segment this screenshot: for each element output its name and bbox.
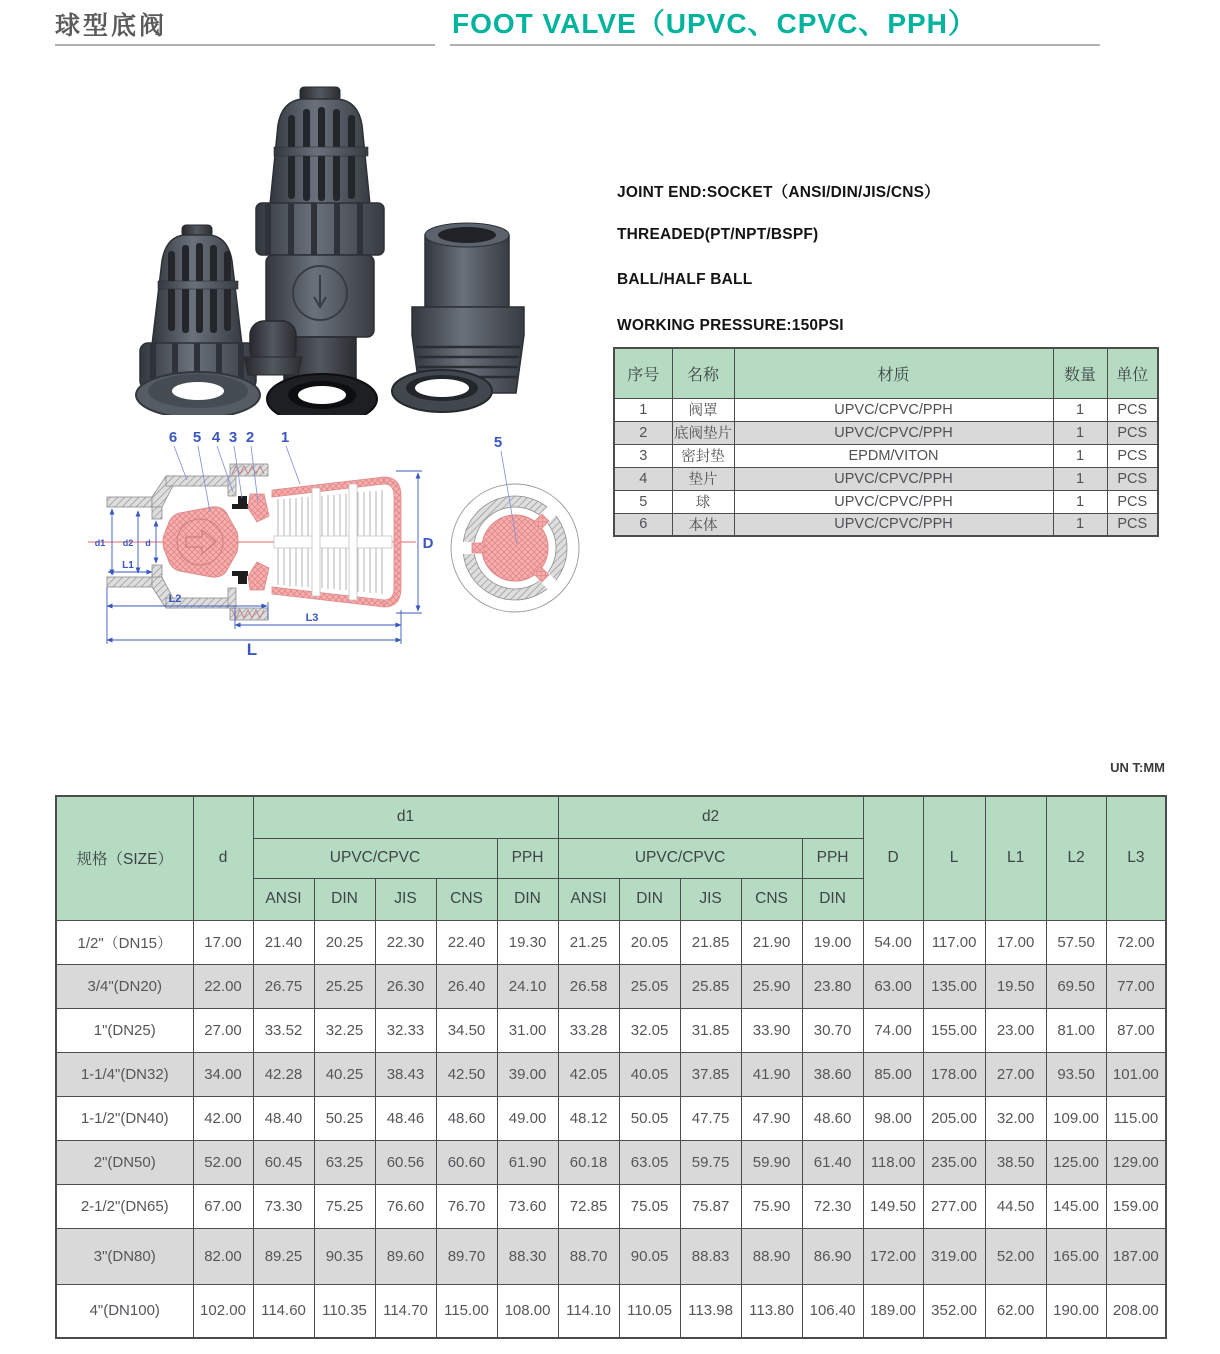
dim-header-pph-d1: PPH (497, 838, 558, 878)
dim-l3: L3 (305, 612, 319, 624)
page-title-chinese: 球型底阀 (55, 12, 168, 40)
dim-value-cell: 159.00 (1106, 1184, 1166, 1228)
dim-value-cell: 57.50 (1046, 920, 1106, 964)
dim-value-cell: 190.00 (1046, 1284, 1106, 1338)
dim-value-cell: 125.00 (1046, 1140, 1106, 1184)
dim-value-cell: 63.25 (314, 1140, 375, 1184)
dim-value-cell: 31.85 (680, 1008, 741, 1052)
dim-header-L: L (923, 796, 985, 920)
parts-table-cell: 阀罩 (672, 398, 734, 421)
dim-std-jis-d1: JIS (375, 878, 436, 920)
dim-value-cell: 33.52 (253, 1008, 314, 1052)
dim-value-cell: 59.90 (741, 1140, 802, 1184)
dim-header-size: 规格（SIZE） (56, 796, 193, 920)
dim-value-cell: 75.87 (680, 1184, 741, 1228)
size-cell: 1"(DN25) (56, 1008, 193, 1052)
parts-table-cell: 1 (1053, 444, 1107, 467)
dimension-table-row (56, 964, 1166, 1008)
parts-header-no: 序号 (614, 348, 672, 398)
parts-table-cell: 1 (614, 398, 672, 421)
dim-value-cell: 86.90 (802, 1228, 863, 1284)
dim-value-cell: 48.12 (558, 1096, 619, 1140)
dim-value-cell: 37.85 (680, 1052, 741, 1096)
dim-value-cell: 76.60 (375, 1184, 436, 1228)
dim-value-cell: 42.28 (253, 1052, 314, 1096)
dim-value-cell: 89.60 (375, 1228, 436, 1284)
parts-table-cell: 6 (614, 513, 672, 536)
parts-table-cell: EPDM/VITON (734, 444, 1053, 467)
dim-value-cell: 115.00 (1106, 1096, 1166, 1140)
dim-value-cell: 59.75 (680, 1140, 741, 1184)
dim-header-upvc-d2: UPVC/CPVC (558, 838, 802, 878)
part-label-5: 5 (192, 429, 202, 446)
dim-value-cell: 48.40 (253, 1096, 314, 1140)
dim-value-cell: 135.00 (923, 964, 985, 1008)
parts-header-row (614, 348, 1158, 398)
dim-value-cell: 20.05 (619, 920, 680, 964)
dim-value-cell: 172.00 (863, 1228, 923, 1284)
part-label-1: 1 (280, 429, 290, 446)
dim-header-upvc-d1: UPVC/CPVC (253, 838, 497, 878)
dim-l: L (246, 640, 258, 659)
dim-value-cell: 90.35 (314, 1228, 375, 1284)
parts-table-cell: PCS (1107, 398, 1158, 421)
size-cell: 3"(DN80) (56, 1228, 193, 1284)
dim-std-pphdin-d2: DIN (802, 878, 863, 920)
dim-std-din-d1: DIN (314, 878, 375, 920)
part-label-4: 4 (211, 429, 221, 446)
parts-table-cell: 5 (614, 490, 672, 513)
end-view (451, 434, 579, 612)
dim-value-cell: 40.05 (619, 1052, 680, 1096)
dim-value-cell: 44.50 (985, 1184, 1046, 1228)
dim-value-cell: 145.00 (1046, 1184, 1106, 1228)
dim-value-cell: 60.56 (375, 1140, 436, 1184)
dim-value-cell: 113.80 (741, 1284, 802, 1338)
parts-table-cell: 1 (1053, 513, 1107, 536)
dim-value-cell: 90.05 (619, 1228, 680, 1284)
dim-value-cell: 178.00 (923, 1052, 985, 1096)
dim-value-cell: 73.30 (253, 1184, 314, 1228)
dim-value-cell: 34.50 (436, 1008, 497, 1052)
size-cell: 2-1/2"(DN65) (56, 1184, 193, 1228)
dim-value-cell: 69.50 (1046, 964, 1106, 1008)
dim-value-cell: 75.90 (741, 1184, 802, 1228)
dimension-table-body (56, 920, 1166, 1338)
parts-table-cell: 3 (614, 444, 672, 467)
dim-value-cell: 26.58 (558, 964, 619, 1008)
parts-table-row (614, 513, 1158, 536)
dim-value-cell: 41.90 (741, 1052, 802, 1096)
dim-value-cell: 93.50 (1046, 1052, 1106, 1096)
dim-value-cell: 352.00 (923, 1284, 985, 1338)
parts-table-cell: 密封垫 (672, 444, 734, 467)
dim-value-cell: 47.75 (680, 1096, 741, 1140)
dim-value-cell: 47.90 (741, 1096, 802, 1140)
dim-value-cell: 26.30 (375, 964, 436, 1008)
part-label-3: 3 (228, 429, 238, 446)
dim-value-cell: 42.50 (436, 1052, 497, 1096)
dim-value-cell: 38.60 (802, 1052, 863, 1096)
dim-value-cell: 30.70 (802, 1008, 863, 1052)
dimension-table-row (56, 1184, 1166, 1228)
dim-value-cell: 27.00 (193, 1008, 253, 1052)
dimension-table-row (56, 1228, 1166, 1284)
dim-value-cell: 60.18 (558, 1140, 619, 1184)
dim-value-cell: 42.00 (193, 1096, 253, 1140)
dim-value-cell: 60.45 (253, 1140, 314, 1184)
dim-std-cns-d2: CNS (741, 878, 802, 920)
parts-table-cell: PCS (1107, 490, 1158, 513)
dim-std-ansi-d1: ANSI (253, 878, 314, 920)
strainer-section (272, 477, 401, 607)
parts-header-unit: 单位 (1107, 348, 1158, 398)
ball-section (163, 507, 238, 577)
dim-value-cell: 19.00 (802, 920, 863, 964)
dimension-table-row (56, 920, 1166, 964)
header-divider-left (55, 44, 435, 46)
spec-ball: BALL/HALF BALL (617, 271, 753, 288)
part-label-2: 2 (245, 429, 255, 446)
dim-value-cell: 32.00 (985, 1096, 1046, 1140)
dim-value-cell: 42.05 (558, 1052, 619, 1096)
parts-header-name: 名称 (672, 348, 734, 398)
dim-value-cell: 113.98 (680, 1284, 741, 1338)
parts-table-cell: UPVC/CPVC/PPH (734, 513, 1053, 536)
dim-value-cell: 23.80 (802, 964, 863, 1008)
dim-value-cell: 23.00 (985, 1008, 1046, 1052)
parts-table-cell: UPVC/CPVC/PPH (734, 398, 1053, 421)
dim-value-cell: 32.05 (619, 1008, 680, 1052)
dim-value-cell: 19.50 (985, 964, 1046, 1008)
part-label-6: 6 (168, 429, 178, 446)
dimension-table-row (56, 1284, 1166, 1338)
dim-value-cell: 61.90 (497, 1140, 558, 1184)
dim-value-cell: 189.00 (863, 1284, 923, 1338)
dimension-table-row (56, 1052, 1166, 1096)
dimension-table-row (56, 1008, 1166, 1052)
dim-value-cell: 110.05 (619, 1284, 680, 1338)
parts-table-cell: PCS (1107, 421, 1158, 444)
dim-value-cell: 32.33 (375, 1008, 436, 1052)
dim-value-cell: 52.00 (193, 1140, 253, 1184)
dim-d2: d2 (122, 538, 134, 548)
parts-table-cell: 1 (1053, 421, 1107, 444)
size-cell: 3/4"(DN20) (56, 964, 193, 1008)
dim-header-L3: L3 (1106, 796, 1166, 920)
dim-value-cell: 73.60 (497, 1184, 558, 1228)
spec-threaded: THREADED(PT/NPT/BSPF) (617, 226, 819, 243)
dim-value-cell: 67.00 (193, 1184, 253, 1228)
dim-value-cell: 319.00 (923, 1228, 985, 1284)
parts-table-cell: 1 (1053, 398, 1107, 421)
dimension-table-row (56, 1140, 1166, 1184)
dim-value-cell: 74.00 (863, 1008, 923, 1052)
dim-std-pphdin-d1: DIN (497, 878, 558, 920)
dim-value-cell: 110.35 (314, 1284, 375, 1338)
dim-value-cell: 17.00 (985, 920, 1046, 964)
dim-value-cell: 21.25 (558, 920, 619, 964)
dim-value-cell: 27.00 (985, 1052, 1046, 1096)
parts-table-cell: PCS (1107, 444, 1158, 467)
dim-std-jis-d2: JIS (680, 878, 741, 920)
dim-value-cell: 76.70 (436, 1184, 497, 1228)
parts-table-cell: UPVC/CPVC/PPH (734, 421, 1053, 444)
dim-value-cell: 72.85 (558, 1184, 619, 1228)
dim-header-pph-d2: PPH (802, 838, 863, 878)
parts-table-cell: PCS (1107, 467, 1158, 490)
parts-table (613, 347, 1159, 537)
dim-value-cell: 19.30 (497, 920, 558, 964)
dim-value-cell: 149.50 (863, 1184, 923, 1228)
dim-value-cell: 235.00 (923, 1140, 985, 1184)
dim-value-cell: 48.46 (375, 1096, 436, 1140)
dimension-table (55, 795, 1167, 1339)
dim-value-cell: 101.00 (1106, 1052, 1166, 1096)
dim-header-d1-group: d1 (253, 796, 558, 838)
dim-value-cell: 108.00 (497, 1284, 558, 1338)
dim-value-cell: 48.60 (802, 1096, 863, 1140)
dim-header-L1: L1 (985, 796, 1046, 920)
dim-value-cell: 114.60 (253, 1284, 314, 1338)
dim-value-cell: 61.40 (802, 1140, 863, 1184)
dim-value-cell: 39.00 (497, 1052, 558, 1096)
dim-value-cell: 25.85 (680, 964, 741, 1008)
dim-std-cns-d1: CNS (436, 878, 497, 920)
dim-l1: L1 (122, 560, 134, 571)
dim-value-cell: 22.40 (436, 920, 497, 964)
spec-joint-end: JOINT END:SOCKET（ANSI/DIN/JIS/CNS） (617, 184, 940, 201)
dim-value-cell: 26.40 (436, 964, 497, 1008)
dim-std-din-d2: DIN (619, 878, 680, 920)
parts-table-row (614, 490, 1158, 513)
dim-l2: L2 (168, 593, 182, 605)
dim-d: d (145, 538, 151, 548)
dim-value-cell: 49.00 (497, 1096, 558, 1140)
parts-table-cell: 2 (614, 421, 672, 444)
parts-table-body (614, 398, 1158, 536)
parts-table-cell: 本体 (672, 513, 734, 536)
dim-value-cell: 208.00 (1106, 1284, 1166, 1338)
parts-table-cell: 球 (672, 490, 734, 513)
dim-value-cell: 187.00 (1106, 1228, 1166, 1284)
technical-drawing (60, 420, 600, 660)
dim-value-cell: 88.83 (680, 1228, 741, 1284)
dim-value-cell: 25.90 (741, 964, 802, 1008)
parts-header-material: 材质 (734, 348, 1053, 398)
parts-table-row (614, 421, 1158, 444)
dim-value-cell: 34.00 (193, 1052, 253, 1096)
dim-value-cell: 38.43 (375, 1052, 436, 1096)
dim-value-cell: 72.30 (802, 1184, 863, 1228)
product-photo (60, 85, 580, 415)
part-number-labels (169, 429, 289, 446)
size-cell: 2"(DN50) (56, 1140, 193, 1184)
dim-value-cell: 155.00 (923, 1008, 985, 1052)
parts-table-cell: UPVC/CPVC/PPH (734, 490, 1053, 513)
spec-working-pressure: WORKING PRESSURE:150PSI (617, 317, 844, 334)
parts-table-cell: PCS (1107, 513, 1158, 536)
dim-value-cell: 87.00 (1106, 1008, 1166, 1052)
dimension-table-row (56, 1096, 1166, 1140)
dim-value-cell: 114.70 (375, 1284, 436, 1338)
dim-value-cell: 32.25 (314, 1008, 375, 1052)
size-cell: 1-1/2"(DN40) (56, 1096, 193, 1140)
dim-d1: d1 (94, 538, 106, 548)
dim-value-cell: 72.00 (1106, 920, 1166, 964)
dim-value-cell: 75.25 (314, 1184, 375, 1228)
dim-value-cell: 50.25 (314, 1096, 375, 1140)
dim-value-cell: 31.00 (497, 1008, 558, 1052)
size-cell: 4"(DN100) (56, 1284, 193, 1338)
dim-value-cell: 114.10 (558, 1284, 619, 1338)
dim-header-D: D (863, 796, 923, 920)
dim-header-L2: L2 (1046, 796, 1106, 920)
dim-value-cell: 277.00 (923, 1184, 985, 1228)
dim-value-cell: 75.05 (619, 1184, 680, 1228)
dim-value-cell: 106.40 (802, 1284, 863, 1338)
dim-value-cell: 21.85 (680, 920, 741, 964)
dim-value-cell: 85.00 (863, 1052, 923, 1096)
dim-value-cell: 33.90 (741, 1008, 802, 1052)
dim-value-cell: 26.75 (253, 964, 314, 1008)
dim-header-d2-group: d2 (558, 796, 863, 838)
dim-value-cell: 60.60 (436, 1140, 497, 1184)
dim-value-cell: 62.00 (985, 1284, 1046, 1338)
dim-value-cell: 102.00 (193, 1284, 253, 1338)
dim-value-cell: 109.00 (1046, 1096, 1106, 1140)
dim-value-cell: 205.00 (923, 1096, 985, 1140)
dim-value-cell: 98.00 (863, 1096, 923, 1140)
parts-table-row (614, 467, 1158, 490)
photo-cap (244, 321, 302, 375)
dim-value-cell: 81.00 (1046, 1008, 1106, 1052)
unit-note: UN T:MM (1110, 760, 1165, 775)
header-divider-right (450, 44, 1100, 46)
dim-value-cell: 117.00 (923, 920, 985, 964)
dim-value-cell: 77.00 (1106, 964, 1166, 1008)
dim-value-cell: 129.00 (1106, 1140, 1166, 1184)
dim-header-row-1 (56, 796, 1166, 838)
photo-small-strainer (140, 225, 256, 389)
dim-value-cell: 20.25 (314, 920, 375, 964)
dim-value-cell: 17.00 (193, 920, 253, 964)
dim-value-cell: 38.50 (985, 1140, 1046, 1184)
parts-table-cell: UPVC/CPVC/PPH (734, 467, 1053, 490)
dim-value-cell: 21.40 (253, 920, 314, 964)
dim-value-cell: 82.00 (193, 1228, 253, 1284)
dim-value-cell: 63.00 (863, 964, 923, 1008)
dim-value-cell: 165.00 (1046, 1228, 1106, 1284)
dim-value-cell: 88.30 (497, 1228, 558, 1284)
dim-value-cell: 25.05 (619, 964, 680, 1008)
dim-big-d: D (422, 535, 434, 552)
dim-header-d: d (193, 796, 253, 920)
size-cell: 1-1/4"(DN32) (56, 1052, 193, 1096)
dim-value-cell: 63.05 (619, 1140, 680, 1184)
dim-value-cell: 50.05 (619, 1096, 680, 1140)
dim-value-cell: 89.25 (253, 1228, 314, 1284)
parts-table-cell: 4 (614, 467, 672, 490)
dim-value-cell: 48.60 (436, 1096, 497, 1140)
parts-table-cell: 底阀垫片 (672, 421, 734, 444)
parts-table-cell: 垫片 (672, 467, 734, 490)
dim-value-cell: 22.30 (375, 920, 436, 964)
dim-value-cell: 52.00 (985, 1228, 1046, 1284)
dim-value-cell: 21.90 (741, 920, 802, 964)
dim-value-cell: 115.00 (436, 1284, 497, 1338)
parts-table-cell: 1 (1053, 467, 1107, 490)
dim-value-cell: 89.70 (436, 1228, 497, 1284)
photo-socket-adapter (412, 223, 524, 393)
dim-value-cell: 24.10 (497, 964, 558, 1008)
dim-value-cell: 88.90 (741, 1228, 802, 1284)
dim-value-cell: 54.00 (863, 920, 923, 964)
parts-header-qty: 数量 (1053, 348, 1107, 398)
parts-table-row (614, 398, 1158, 421)
page-title-english: FOOT VALVE（UPVC、CPVC、PPH） (452, 8, 977, 39)
dim-value-cell: 40.25 (314, 1052, 375, 1096)
photo-gaskets (136, 370, 492, 415)
dim-value-cell: 88.70 (558, 1228, 619, 1284)
size-cell: 1/2"（DN15） (56, 920, 193, 964)
dim-value-cell: 33.28 (558, 1008, 619, 1052)
end-view-label-5: 5 (493, 434, 503, 451)
dim-value-cell: 25.25 (314, 964, 375, 1008)
dim-value-cell: 22.00 (193, 964, 253, 1008)
parts-table-cell: 1 (1053, 490, 1107, 513)
parts-table-row (614, 444, 1158, 467)
dim-std-ansi-d2: ANSI (558, 878, 619, 920)
dim-value-cell: 118.00 (863, 1140, 923, 1184)
